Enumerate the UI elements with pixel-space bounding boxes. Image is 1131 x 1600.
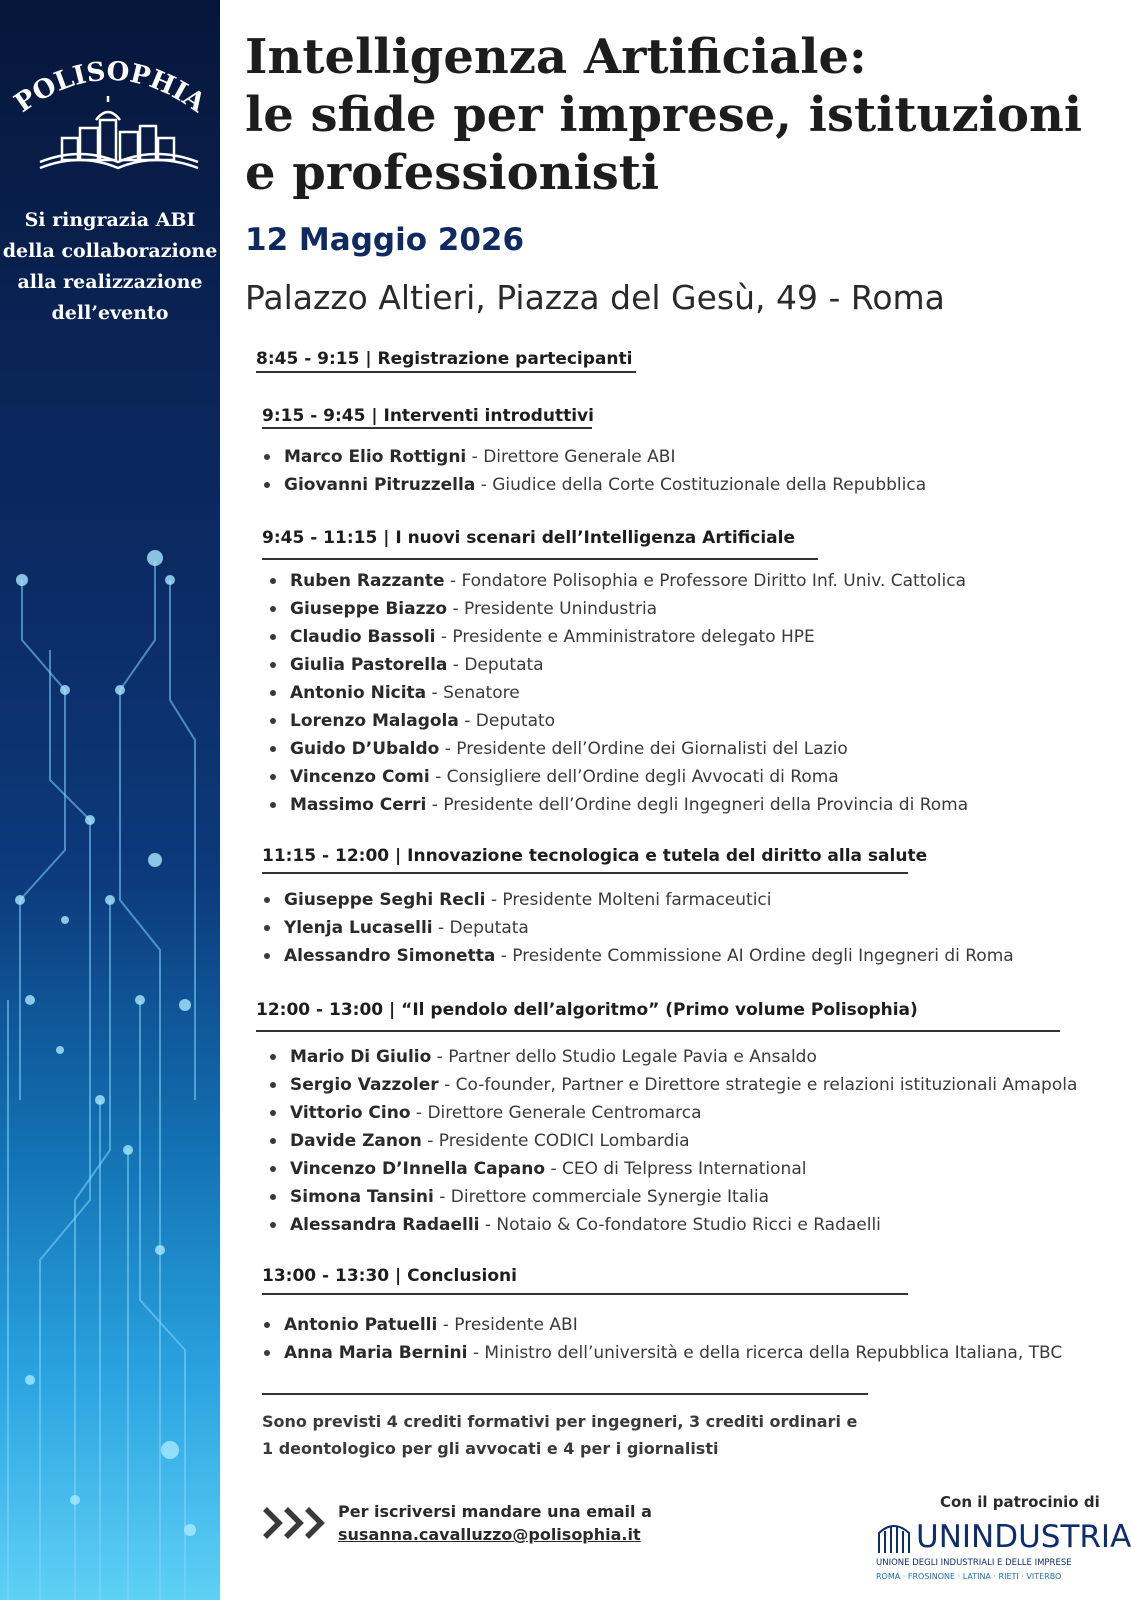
thanks-line: alla realizzazione [17,271,203,293]
heading-underline [256,1030,1060,1032]
speaker-item [268,1183,1077,1211]
speaker-item [262,443,926,471]
speaker-role: - Direttore Generale Centromarca [410,1103,702,1123]
speaker-item [262,1311,1062,1339]
speaker-item [268,1043,1077,1071]
divider [262,1393,868,1395]
speaker-name: Giulia Pastorella [290,655,448,675]
speaker-name: Guido D’Ubaldo [290,739,440,759]
thanks-line: della collaborazione [2,240,218,262]
speaker-role: - Consigliere dell’Ordine degli Avvocati di Roma [429,767,839,787]
speaker-role: - Presidente ABI [437,1315,578,1335]
speaker-item [268,1127,1077,1155]
speaker-name: Sergio Vazzoler [290,1075,439,1095]
thanks-line: dell’evento [51,302,169,324]
speaker-name: Mario Di Giulio [290,1047,432,1067]
speaker-name: Vittorio Cino [290,1103,411,1123]
speaker-item [262,886,1014,914]
speaker-item [268,763,968,791]
speaker-name: Giuseppe Biazzo [290,599,448,619]
unindustria-emblem-icon [875,1517,913,1557]
program-heading: 13:00 - 13:30 | Conclusioni [262,1266,517,1286]
speaker-list [268,1043,1077,1239]
speaker-role: - Presidente CODICI Lombardia [421,1131,690,1151]
speaker-name: Marco Elio Rottigni [284,447,467,467]
speaker-item [268,623,968,651]
speaker-role: - Partner dello Studio Legale Pavia e Ansaldo [431,1047,817,1067]
unindustria-cities: ROMA · FROSINONE · LATINA · RIETI · VITERBO [876,1572,1062,1581]
program-heading: 11:15 - 12:00 | Innovazione tecnologica e tutela del diritto alla salute [262,846,928,866]
title-line: le sfide per imprese, istituzioni [245,87,1083,143]
title-line: e professionisti [245,145,660,201]
speaker-role: - Presidente dell’Ordine dei Giornalisti del Lazio [439,739,848,759]
speaker-list [268,567,968,819]
speaker-name: Vincenzo Comi [290,767,430,787]
speaker-name: Antonio Patuelli [284,1315,438,1335]
speaker-list [262,886,1014,970]
speaker-name: Alessandro Simonetta [284,946,496,966]
speaker-role: - Senatore [426,683,520,703]
speaker-role: - Presidente Unindustria [447,599,658,619]
speaker-name: Ruben Razzante [290,571,445,591]
speaker-item [268,651,968,679]
speaker-name: Giuseppe Seghi Recli [284,890,486,910]
speaker-role: - Ministro dell’università e della ricerca della Repubblica Italiana, TBC [467,1343,1063,1363]
program-heading: 8:45 - 9:15 | Registrazione partecipanti [256,349,633,369]
speaker-item [268,1155,1077,1183]
unindustria-subtitle: UNIONE DEGLI INDUSTRIALI E DELLE IMPRESE [876,1558,1072,1568]
sponsor-thanks [0,205,220,329]
speaker-role: - Co-founder, Partner e Direttore strategie e relazioni istituzionali Amapola [438,1075,1078,1095]
speaker-role: - Deputata [447,655,544,675]
svg-text:POLISOPHIA: POLISOPHIA [9,56,211,119]
sidebar [0,0,220,1600]
speaker-role: - Direttore Generale ABI [466,447,676,467]
speaker-role: - Presidente Commissione AI Ordine degli Ingegneri di Roma [495,946,1014,966]
speaker-item [268,679,968,707]
credits-note [262,1408,857,1462]
speaker-role: - Presidente e Amministratore delegato HPE [435,627,815,647]
speaker-list [262,1311,1062,1367]
speaker-role: - CEO di Telpress International [545,1159,807,1179]
heading-underline [262,872,908,874]
heading-underline [256,371,636,373]
speaker-role: - Direttore commerciale Synergie Italia [433,1187,769,1207]
speaker-role: - Deputato [458,711,556,731]
registration-info [338,1500,652,1546]
speaker-item [262,942,1014,970]
speaker-name: Massimo Cerri [290,795,427,815]
speaker-role: - Fondatore Polisophia e Professore Diritto Inf. Univ. Cattolica [444,571,966,591]
thanks-line: Si ringrazia ABI [24,209,196,231]
credits-line: 1 deontologico per gli avvocati e 4 per i giornalisti [262,1439,719,1458]
event-venue: Palazzo Altieri, Piazza del Gesù, 49 - Roma [245,278,945,317]
title-line: Intelligenza Artificiale: [245,29,867,85]
speaker-item [268,1071,1077,1099]
speaker-name: Giovanni Pitruzzella [284,475,476,495]
arrow-right-icon [262,1505,328,1541]
registration-email-link[interactable]: susanna.cavalluzzo@polisophia.it [338,1525,641,1544]
program-heading: 12:00 - 13:00 | “Il pendolo dell’algoritmo” (Primo volume Polisophia) [256,1000,918,1020]
event-date: 12 Maggio 2026 [245,222,525,258]
speaker-name: Ylenja Lucaselli [284,918,433,938]
heading-underline [262,1293,908,1295]
credits-line: Sono previsti 4 crediti formativi per ingegneri, 3 crediti ordinari e [262,1412,858,1431]
polisophia-logo [0,40,220,184]
speaker-name: Antonio Nicita [290,683,427,703]
speaker-item [268,567,968,595]
unindustria-name: UNINDUSTRIA [916,1519,1131,1555]
registration-text: Per iscriversi mandare una email a [338,1502,652,1521]
program-heading: 9:15 - 9:45 | Interventi introduttivi [262,406,594,426]
speaker-role: - Presidente Molteni farmaceutici [485,890,772,910]
speaker-item [268,595,968,623]
speaker-item [268,707,968,735]
heading-underline [262,427,592,429]
speaker-name: Anna Maria Bernini [284,1343,468,1363]
speaker-item [262,471,926,499]
patronage-label: Con il patrocinio di [940,1493,1100,1511]
speaker-role: - Deputata [432,918,529,938]
speaker-role: - Notaio & Co-fondatore Studio Ricci e Radaelli [479,1215,881,1235]
speaker-name: Simona Tansini [290,1187,434,1207]
speaker-name: Claudio Bassoli [290,627,436,647]
speaker-item [268,1211,1077,1239]
speaker-name: Alessandra Radaelli [290,1215,480,1235]
speaker-name: Davide Zanon [290,1131,422,1151]
speaker-role: - Presidente dell’Ordine degli Ingegneri della Provincia di Roma [426,795,969,815]
speaker-role: - Giudice della Corte Costituzionale della Repubblica [475,475,927,495]
speaker-item [268,1099,1077,1127]
speaker-list [262,443,926,499]
speaker-item [262,1339,1062,1367]
program-heading: 9:45 - 11:15 | I nuovi scenari dell’Intelligenza Artificiale [262,528,796,548]
event-title [245,28,1082,202]
speaker-name: Lorenzo Malagola [290,711,459,731]
heading-underline [262,558,818,560]
speaker-name: Vincenzo D’Innella Capano [290,1159,546,1179]
speaker-item [268,791,968,819]
speaker-item [262,914,1014,942]
speaker-item [268,735,968,763]
polisophia-emblem [0,40,220,180]
